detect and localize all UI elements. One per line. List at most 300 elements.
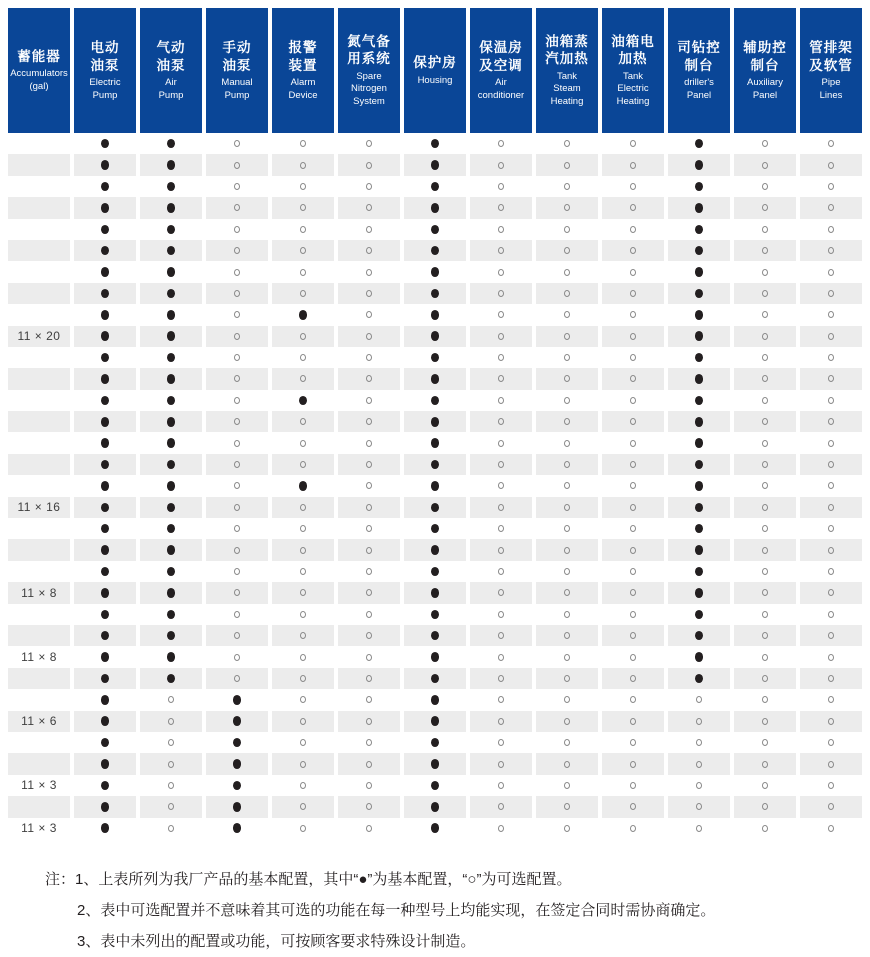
- open-dot: [498, 675, 504, 682]
- config-cell: [272, 518, 334, 539]
- filled-dot: [695, 267, 704, 277]
- config-cell: [602, 454, 664, 475]
- open-dot: [762, 482, 768, 489]
- config-cell: [734, 775, 796, 796]
- config-cell: [338, 604, 400, 625]
- config-cell: [734, 304, 796, 325]
- config-cell: [536, 326, 598, 347]
- config-cell: [74, 475, 136, 496]
- open-dot: [498, 632, 504, 639]
- open-dot: [234, 269, 240, 276]
- open-dot: [300, 782, 306, 789]
- open-dot: [234, 204, 240, 211]
- config-cell: [206, 561, 268, 582]
- config-cell: [404, 133, 466, 154]
- open-dot: [300, 418, 306, 425]
- table-row: [8, 561, 862, 582]
- filled-dot: [695, 438, 704, 448]
- open-dot: [630, 482, 636, 489]
- table-row: [8, 454, 862, 475]
- config-cell: [800, 261, 862, 282]
- open-dot: [828, 739, 834, 746]
- config-cell: [470, 604, 532, 625]
- config-cell: [536, 561, 598, 582]
- filled-dot: [431, 674, 440, 684]
- config-cell: [404, 668, 466, 689]
- filled-dot: [101, 438, 110, 448]
- config-cell: [272, 261, 334, 282]
- filled-dot: [167, 524, 176, 534]
- config-cell: [338, 668, 400, 689]
- config-cell: [536, 197, 598, 218]
- filled-dot: [167, 182, 176, 192]
- open-dot: [234, 311, 240, 318]
- open-dot: [630, 247, 636, 254]
- filled-dot: [101, 353, 110, 363]
- open-dot: [498, 333, 504, 340]
- open-dot: [762, 675, 768, 682]
- config-cell: [800, 561, 862, 582]
- open-dot: [828, 504, 834, 511]
- open-dot: [300, 461, 306, 468]
- config-cell: [206, 411, 268, 432]
- config-cell: [536, 454, 598, 475]
- row-label: 11 × 16: [8, 497, 70, 518]
- open-dot: [828, 226, 834, 233]
- open-dot: [762, 183, 768, 190]
- config-cell: [536, 539, 598, 560]
- config-cell: [206, 304, 268, 325]
- config-cell: [206, 796, 268, 817]
- config-cell: [338, 326, 400, 347]
- open-dot: [300, 290, 306, 297]
- config-cell: [668, 283, 730, 304]
- open-dot: [234, 675, 240, 682]
- config-cell: [602, 796, 664, 817]
- open-dot: [630, 269, 636, 276]
- filled-dot: [431, 374, 440, 384]
- config-cell: [206, 154, 268, 175]
- table-row: [8, 368, 862, 389]
- filled-dot: [233, 695, 242, 705]
- config-cell: [800, 133, 862, 154]
- open-dot: [762, 547, 768, 554]
- table-row: [8, 689, 862, 710]
- filled-dot: [431, 460, 440, 470]
- open-dot: [762, 162, 768, 169]
- filled-dot: [167, 374, 176, 384]
- config-cell: [668, 326, 730, 347]
- open-dot: [762, 589, 768, 596]
- column-title-en: Air Pump: [158, 77, 184, 101]
- config-cell: [74, 732, 136, 753]
- config-cell: [140, 818, 202, 839]
- config-cell: [74, 775, 136, 796]
- config-cell: [404, 411, 466, 432]
- open-dot: [762, 718, 768, 725]
- config-cell: [140, 197, 202, 218]
- filled-dot: [695, 396, 704, 406]
- config-cell: [404, 240, 466, 261]
- open-dot: [498, 461, 504, 468]
- config-cell: [272, 411, 334, 432]
- open-dot: [498, 162, 504, 169]
- config-cell: [668, 390, 730, 411]
- column-title-cn: 保护房: [413, 55, 457, 71]
- open-dot: [498, 269, 504, 276]
- filled-dot: [695, 652, 704, 662]
- config-cell: [800, 604, 862, 625]
- open-dot: [366, 418, 372, 425]
- row-label: [8, 240, 70, 261]
- filled-dot: [101, 823, 110, 833]
- filled-dot: [695, 203, 704, 213]
- config-cell: [470, 775, 532, 796]
- config-cell: [404, 347, 466, 368]
- filled-dot: [695, 417, 704, 427]
- config-cell: [272, 240, 334, 261]
- open-dot: [762, 803, 768, 810]
- config-cell: [404, 454, 466, 475]
- filled-dot: [167, 460, 176, 470]
- open-dot: [630, 568, 636, 575]
- open-dot: [498, 761, 504, 768]
- open-dot: [828, 611, 834, 618]
- filled-dot: [101, 610, 110, 620]
- open-dot: [168, 718, 174, 725]
- filled-dot: [101, 289, 110, 299]
- open-dot: [564, 825, 570, 832]
- column-title-cn: 电动 油泵: [90, 40, 120, 73]
- config-cell: [536, 518, 598, 539]
- open-dot: [762, 761, 768, 768]
- config-cell: [536, 283, 598, 304]
- config-cell: [140, 261, 202, 282]
- config-cell: [602, 411, 664, 432]
- config-cell: [272, 539, 334, 560]
- config-cell: [272, 582, 334, 603]
- open-dot: [828, 440, 834, 447]
- open-dot: [762, 504, 768, 511]
- filled-dot: [101, 781, 110, 791]
- open-dot: [234, 461, 240, 468]
- open-dot: [168, 696, 174, 703]
- open-dot: [300, 440, 306, 447]
- config-cell: [800, 197, 862, 218]
- open-dot: [762, 611, 768, 618]
- config-cell: [734, 154, 796, 175]
- config-cell: [140, 753, 202, 774]
- config-cell: [74, 154, 136, 175]
- filled-dot: [233, 823, 242, 833]
- config-cell: [668, 582, 730, 603]
- config-cell: [272, 283, 334, 304]
- filled-dot: [101, 182, 110, 192]
- filled-dot: [695, 289, 704, 299]
- column-title-en: Pipe Lines: [819, 77, 843, 101]
- table-row: [8, 176, 862, 197]
- row-label: [8, 518, 70, 539]
- config-cell: [338, 796, 400, 817]
- config-cell: [338, 539, 400, 560]
- config-cell: [668, 646, 730, 667]
- config-cell: [470, 561, 532, 582]
- config-cell: [470, 753, 532, 774]
- config-cell: [140, 539, 202, 560]
- config-cell: [272, 711, 334, 732]
- open-dot: [366, 354, 372, 361]
- open-dot: [828, 290, 834, 297]
- config-cell: [404, 732, 466, 753]
- filled-dot: [101, 460, 110, 470]
- config-cell: [272, 390, 334, 411]
- column-header-drillers-panel: [668, 8, 730, 133]
- filled-dot: [167, 652, 176, 662]
- config-cell: [338, 775, 400, 796]
- table-row: [8, 539, 862, 560]
- table-row: [8, 240, 862, 261]
- open-dot: [234, 589, 240, 596]
- open-dot: [828, 547, 834, 554]
- open-dot: [234, 140, 240, 147]
- config-cell: [800, 390, 862, 411]
- table-row: [8, 668, 862, 689]
- config-cell: [206, 219, 268, 240]
- open-dot: [168, 739, 174, 746]
- config-cell: [602, 818, 664, 839]
- row-label: 11 × 3: [21, 778, 57, 793]
- table-header-row: [8, 8, 862, 133]
- config-cell: [536, 497, 598, 518]
- config-cell: [602, 176, 664, 197]
- open-dot: [564, 675, 570, 682]
- config-cell: [668, 133, 730, 154]
- open-dot: [366, 654, 372, 661]
- open-dot: [234, 418, 240, 425]
- open-dot: [498, 803, 504, 810]
- config-cell: [602, 689, 664, 710]
- config-cell: [602, 732, 664, 753]
- row-label: [8, 689, 70, 710]
- filled-dot: [101, 759, 110, 769]
- config-cell: [206, 732, 268, 753]
- config-cell: [338, 411, 400, 432]
- filled-dot: [167, 353, 176, 363]
- open-dot: [498, 397, 504, 404]
- config-cell: [800, 219, 862, 240]
- open-dot: [366, 482, 372, 489]
- config-cell: [536, 625, 598, 646]
- config-cell: [470, 539, 532, 560]
- filled-dot: [431, 267, 440, 277]
- filled-dot: [695, 310, 704, 320]
- row-label: [8, 432, 70, 453]
- config-cell: [272, 197, 334, 218]
- config-cell: [734, 689, 796, 710]
- filled-dot: [431, 631, 440, 641]
- table-row: [8, 753, 862, 774]
- config-cell: [74, 454, 136, 475]
- filled-dot: [695, 503, 704, 513]
- config-cell: [470, 796, 532, 817]
- column-header-auxiliary-panel: [734, 8, 796, 133]
- row-label: 11 × 8: [21, 650, 57, 665]
- config-cell: [800, 475, 862, 496]
- open-dot: [564, 654, 570, 661]
- config-cell: [404, 390, 466, 411]
- column-title-en: driller's Panel: [684, 77, 714, 101]
- open-dot: [498, 611, 504, 618]
- config-cell: [206, 261, 268, 282]
- open-dot: [300, 226, 306, 233]
- open-dot: [762, 440, 768, 447]
- open-dot: [300, 525, 306, 532]
- filled-dot: [167, 438, 176, 448]
- open-dot: [564, 718, 570, 725]
- config-cell: [734, 432, 796, 453]
- column-title-en: Air conditioner: [477, 77, 525, 101]
- config-cell: [668, 518, 730, 539]
- open-dot: [300, 183, 306, 190]
- config-cell: [140, 432, 202, 453]
- filled-dot: [167, 588, 176, 598]
- column-header-air-conditioner: [470, 8, 532, 133]
- config-cell: [272, 497, 334, 518]
- open-dot: [498, 696, 504, 703]
- table-row: [8, 390, 862, 411]
- config-cell: [602, 518, 664, 539]
- config-cell: [140, 390, 202, 411]
- filled-dot: [167, 267, 176, 277]
- open-dot: [498, 354, 504, 361]
- config-cell: [470, 368, 532, 389]
- open-dot: [234, 547, 240, 554]
- open-dot: [366, 375, 372, 382]
- filled-dot: [101, 203, 110, 213]
- open-dot: [300, 333, 306, 340]
- column-title-en: Housing: [417, 74, 453, 86]
- open-dot: [630, 825, 636, 832]
- config-cell: [470, 411, 532, 432]
- open-dot: [234, 183, 240, 190]
- filled-dot: [101, 267, 110, 277]
- config-cell: [74, 390, 136, 411]
- config-cell: [470, 390, 532, 411]
- open-dot: [564, 226, 570, 233]
- filled-dot: [695, 674, 704, 684]
- open-dot: [498, 204, 504, 211]
- filled-dot: [167, 631, 176, 641]
- open-dot: [762, 226, 768, 233]
- config-cell: [470, 261, 532, 282]
- config-cell: [404, 539, 466, 560]
- config-cell: [800, 347, 862, 368]
- config-cell: [536, 732, 598, 753]
- filled-dot: [431, 652, 440, 662]
- table-row: [8, 154, 862, 175]
- open-dot: [300, 632, 306, 639]
- filled-dot: [431, 738, 440, 748]
- open-dot: [366, 226, 372, 233]
- open-dot: [762, 739, 768, 746]
- table-row: [8, 582, 862, 603]
- row-label: 11 × 8: [8, 582, 70, 603]
- config-cell: [800, 711, 862, 732]
- open-dot: [828, 761, 834, 768]
- open-dot: [366, 140, 372, 147]
- config-cell: [140, 283, 202, 304]
- open-dot: [564, 504, 570, 511]
- config-cell: [74, 646, 136, 667]
- table-row: [8, 796, 862, 817]
- row-label: 11 × 3: [21, 821, 57, 836]
- config-cell: [74, 625, 136, 646]
- config-cell: [536, 432, 598, 453]
- open-dot: [300, 375, 306, 382]
- open-dot: [564, 696, 570, 703]
- config-cell: [734, 646, 796, 667]
- config-cell: [404, 796, 466, 817]
- config-cell: [140, 219, 202, 240]
- filled-dot: [431, 396, 440, 406]
- config-cell: [140, 668, 202, 689]
- config-cell: [338, 689, 400, 710]
- filled-dot: [101, 545, 110, 555]
- config-cell: [272, 304, 334, 325]
- config-cell: [404, 646, 466, 667]
- open-dot: [564, 568, 570, 575]
- config-cell: [338, 497, 400, 518]
- open-dot: [630, 739, 636, 746]
- config-cell: [668, 304, 730, 325]
- open-dot: [366, 504, 372, 511]
- config-cell: [206, 454, 268, 475]
- row-label: [8, 304, 70, 325]
- config-cell: [206, 646, 268, 667]
- open-dot: [828, 654, 834, 661]
- config-cell: [206, 625, 268, 646]
- column-title-cn: 氮气备 用系统: [347, 33, 391, 67]
- open-dot: [366, 311, 372, 318]
- open-dot: [828, 632, 834, 639]
- filled-dot: [101, 374, 110, 384]
- open-dot: [300, 718, 306, 725]
- filled-dot: [233, 759, 242, 769]
- open-dot: [762, 269, 768, 276]
- config-cell: [140, 796, 202, 817]
- config-cell: [338, 154, 400, 175]
- column-title-cn: 辅助控 制台: [743, 40, 787, 73]
- open-dot: [498, 418, 504, 425]
- filled-dot: [299, 310, 308, 320]
- open-dot: [630, 547, 636, 554]
- config-cell: [140, 176, 202, 197]
- open-dot: [234, 333, 240, 340]
- config-cell: [536, 219, 598, 240]
- config-cell: [206, 518, 268, 539]
- config-cell: [800, 796, 862, 817]
- filled-dot: [695, 567, 704, 577]
- config-cell: [602, 197, 664, 218]
- config-cell: [470, 304, 532, 325]
- row-label: [8, 283, 70, 304]
- config-cell: [668, 689, 730, 710]
- open-dot: [168, 761, 174, 768]
- config-cell: [338, 818, 400, 839]
- filled-dot: [431, 823, 440, 833]
- open-dot: [498, 311, 504, 318]
- open-dot: [564, 611, 570, 618]
